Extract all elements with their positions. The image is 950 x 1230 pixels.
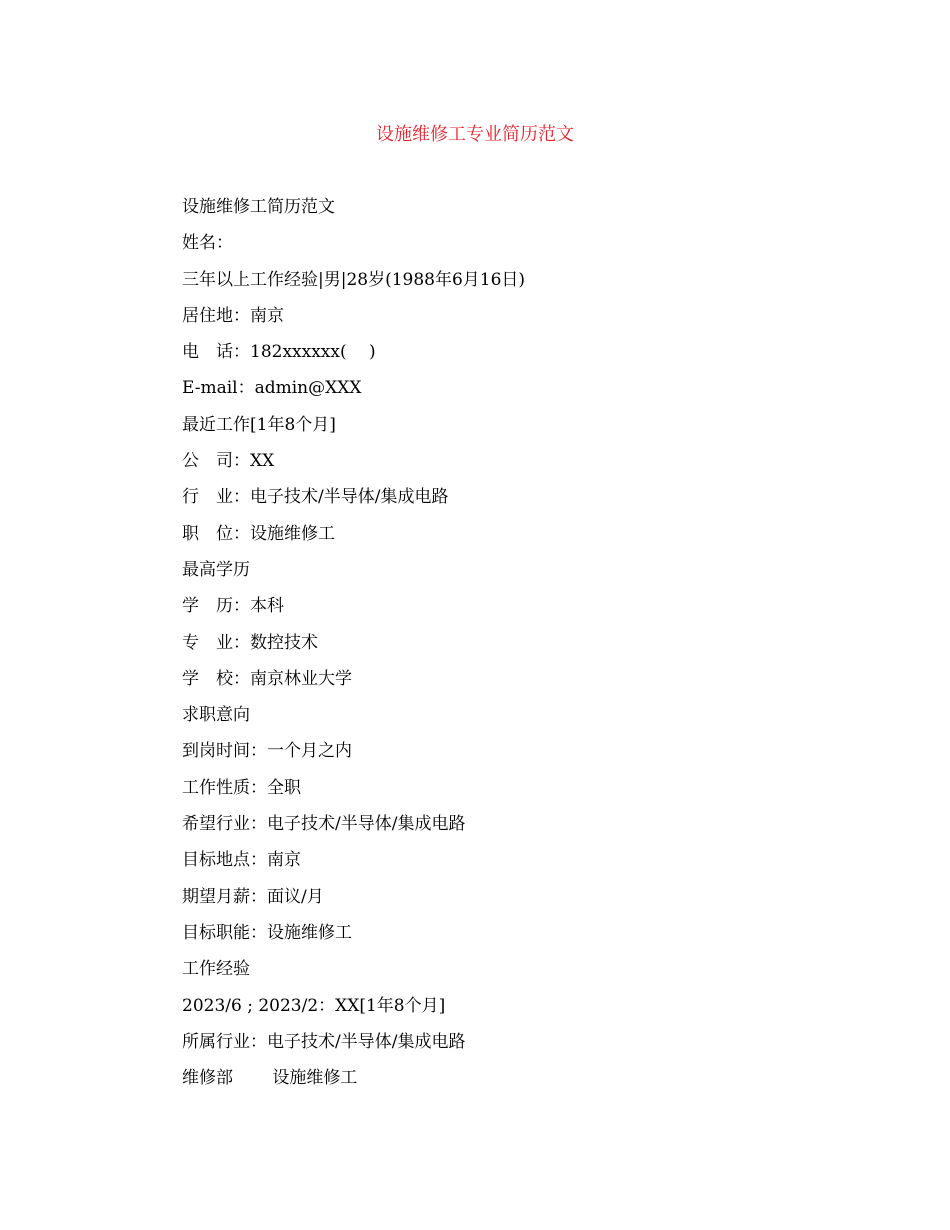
field-job-type: 工作性质：全职 [182, 777, 301, 798]
field-email: E-mail：admin@XXX [182, 378, 362, 399]
resume-body [182, 194, 882, 1101]
section-job-intention: 求职意向 [182, 705, 250, 726]
section-work-experience: 工作经验 [182, 959, 250, 980]
section-recent-work: 最近工作[1年8个月] [182, 414, 336, 435]
field-industry: 行 业：电子技术/半导体/集成电路 [182, 487, 449, 508]
field-experience-period: 2023/6 ; 2023/2：XX[1年8个月] [182, 995, 446, 1016]
field-school: 学 校：南京林业大学 [182, 668, 352, 689]
field-company: 公 司：XX [182, 451, 275, 472]
field-experience-industry: 所属行业：电子技术/半导体/集成电路 [182, 1031, 466, 1052]
field-desired-industry: 希望行业：电子技术/半导体/集成电路 [182, 814, 466, 835]
section-highest-education: 最高学历 [182, 559, 250, 580]
heading-resume-sample: 设施维修工简历范文 [182, 197, 335, 217]
field-position: 职 位：设施维修工 [182, 523, 335, 544]
field-degree: 学 历：本科 [182, 596, 284, 617]
field-name: 姓名： [182, 233, 233, 254]
field-target-function: 目标职能：设施维修工 [182, 922, 352, 943]
field-department-role: 维修部 设施维修工 [182, 1068, 358, 1089]
field-expected-salary: 期望月薪：面议/月 [182, 886, 324, 907]
field-major: 专 业：数控技术 [182, 632, 318, 653]
field-start-time: 到岗时间：一个月之内 [182, 741, 352, 762]
field-target-location: 目标地点：南京 [182, 850, 301, 871]
field-phone: 电 话：182xxxxxx( ) [182, 342, 376, 363]
document-title: 设施维修工专业简历范文 [376, 124, 574, 145]
field-summary: 三年以上工作经验|男|28岁(1988年6月16日) [182, 269, 526, 290]
field-residence: 居住地：南京 [182, 305, 284, 326]
